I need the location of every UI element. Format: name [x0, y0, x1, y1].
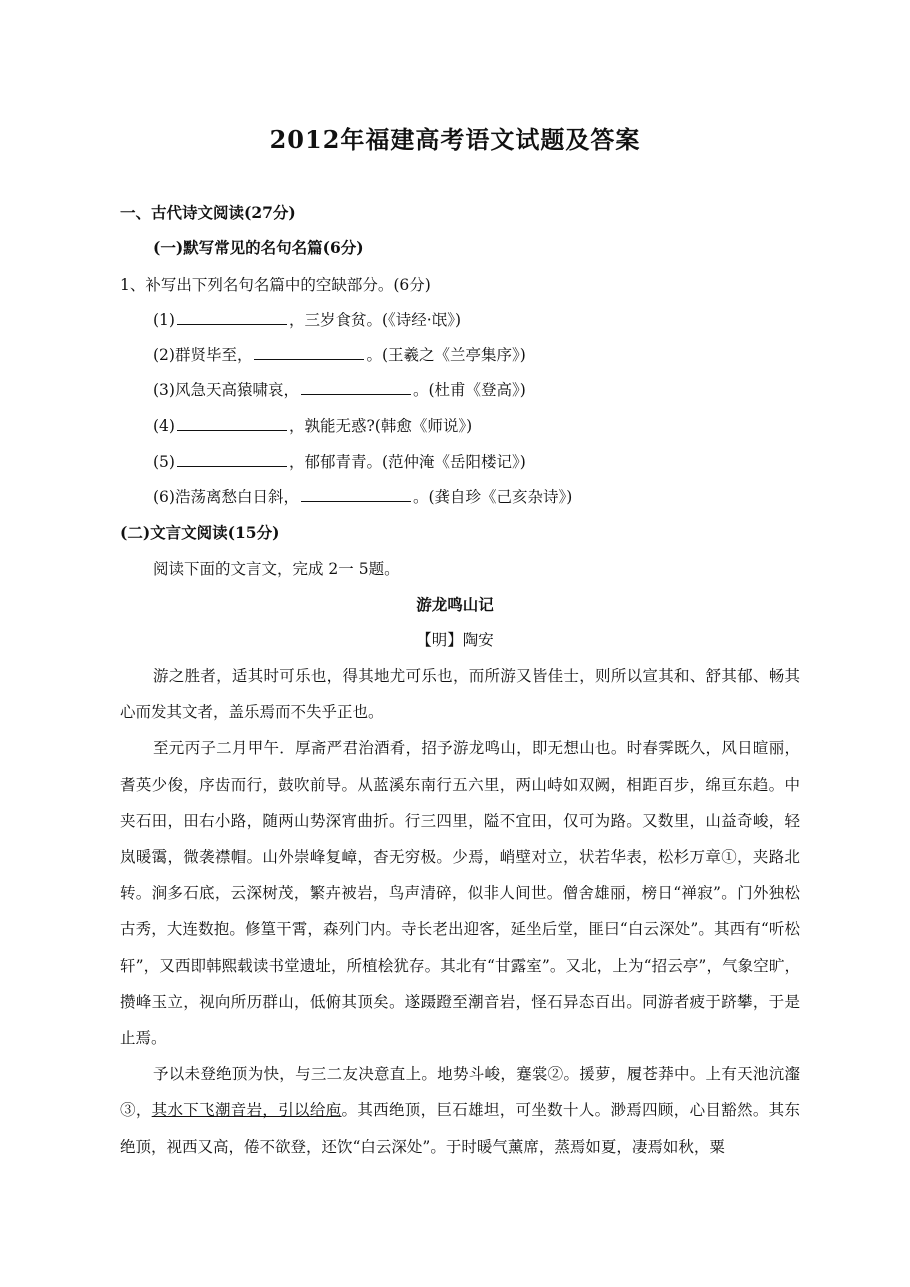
- article-title: 游龙鸣山记: [416, 595, 494, 614]
- item-number: (3): [153, 381, 175, 399]
- paragraph-3-part-a: 予以未登绝顶为快，与三二友决意直上。地势斗峻，蹇裳②。援萝，履苍莽中。上有天池沆瀣③，: [120, 1065, 800, 1120]
- answer-blank[interactable]: [177, 310, 287, 325]
- item-text-before: 风急天高猿啸哀，: [174, 381, 299, 399]
- article-paragraph-1: 游之胜者，适其时可乐也，得其地尤可乐也，而所游又皆佳士，则所以宣其和、舒其郁、畅其心而发其文者，盖乐焉而不失乎正也。: [120, 667, 800, 722]
- document-title: 2012年福建高考语文试题及答案: [269, 125, 641, 154]
- question-1-item-4: [153, 416, 472, 436]
- item-text-after: ，三岁食贫。(《诗经·氓》): [288, 311, 461, 329]
- item-number: (5): [153, 453, 175, 471]
- item-text-after: 。(龚自珍《己亥杂诗》): [412, 488, 573, 506]
- answer-blank[interactable]: [254, 345, 364, 360]
- item-text-before: 群贤毕至，: [174, 346, 253, 364]
- reading-instruction: 阅读下面的文言文，完成 2一 5题。: [153, 560, 400, 578]
- paragraph-3-part-b: 。其西绝顶，巨石雄坦，可坐数十人。渺焉四顾，心目豁然。其东绝顶，视西又高，倦不欲登，还饮“白云深处”。于时暖气薰席，蒸焉如夏，凄焉如秋，粟: [120, 1101, 800, 1156]
- subsection-heading-classical-prose: (二)文言文阅读(15分): [120, 523, 280, 542]
- item-number: (4): [153, 417, 175, 435]
- item-text-after: 。(杜甫《登高》): [412, 381, 526, 399]
- section-heading-classical: 一、古代诗文阅读(27分): [120, 203, 296, 222]
- article-body: [120, 658, 800, 1165]
- question-1-item-6: [153, 487, 572, 507]
- item-text-after: 。(王羲之《兰亭集序》): [366, 346, 526, 364]
- article-author: 【明】陶安: [416, 631, 494, 649]
- question-1-item-2: [153, 345, 526, 365]
- answer-blank[interactable]: [177, 452, 287, 467]
- question-1-item-5: [153, 452, 526, 472]
- item-number: (2): [153, 346, 175, 364]
- question-1-item-1: [153, 310, 461, 330]
- item-text-after: ，郁郁青青。(范仲淹《岳阳楼记》): [288, 453, 526, 471]
- answer-blank[interactable]: [301, 380, 411, 395]
- article-paragraph-3: [120, 1056, 800, 1165]
- item-number: (1): [153, 311, 175, 329]
- underlined-sentence: 其水下飞潮音岩，引以给庖: [151, 1101, 342, 1120]
- question-1-prompt: 1、补写出下列名句名篇中的空缺部分。(6分): [120, 276, 431, 294]
- subsection-heading-dictation: (一)默写常见的名句名篇(6分): [153, 238, 364, 257]
- answer-blank[interactable]: [301, 487, 411, 502]
- item-number: (6): [153, 488, 175, 506]
- item-text-before: 浩荡离愁白日斜，: [174, 488, 299, 506]
- answer-blank[interactable]: [177, 416, 287, 431]
- question-1-item-3: [153, 380, 526, 400]
- item-text-after: ，孰能无惑?(韩愈《师说》): [288, 417, 473, 435]
- article-paragraph-2: 至元丙子二月甲午．厚斋严君治酒肴，招予游龙鸣山，即无想山也。时春霁既久，风日暄丽，耆英少俊，序齿而行，鼓吹前导。从蓝溪东南行五六里，两山峙如双阙，相距百步，绵亘东趋。中夹石田，田右小路，随两山势深宵曲折。行三四里，隘不宜田，仅可为路。又数里，山益奇峻，轻岚暖霭，微袭襟帽。山外崇峰复嶂，杳无穷极。少焉，峭壁对立，状若华表，松杉万章①，夹路北转。涧多石底，云深树茂，繁卉被岩，鸟声清碎，似非人间世。僧舍雄丽，榜日“禅寂”。门外独松古秀，大连数抱。修篁干霄，森列门内。寺长老出迎客，延坐后堂，匪曰“白云深处”。其西有“听松轩”，又西即韩熙载读书堂遗址，所植桧犹存。其北有“甘露室”。又北，上为“招云亭”，气象空旷，攒峰玉立，视向所历群山，低俯其顶矣。遂蹑蹬至潮音岩，怪石异态百出。同游者疲于跻攀，于是止焉。: [120, 739, 800, 1048]
